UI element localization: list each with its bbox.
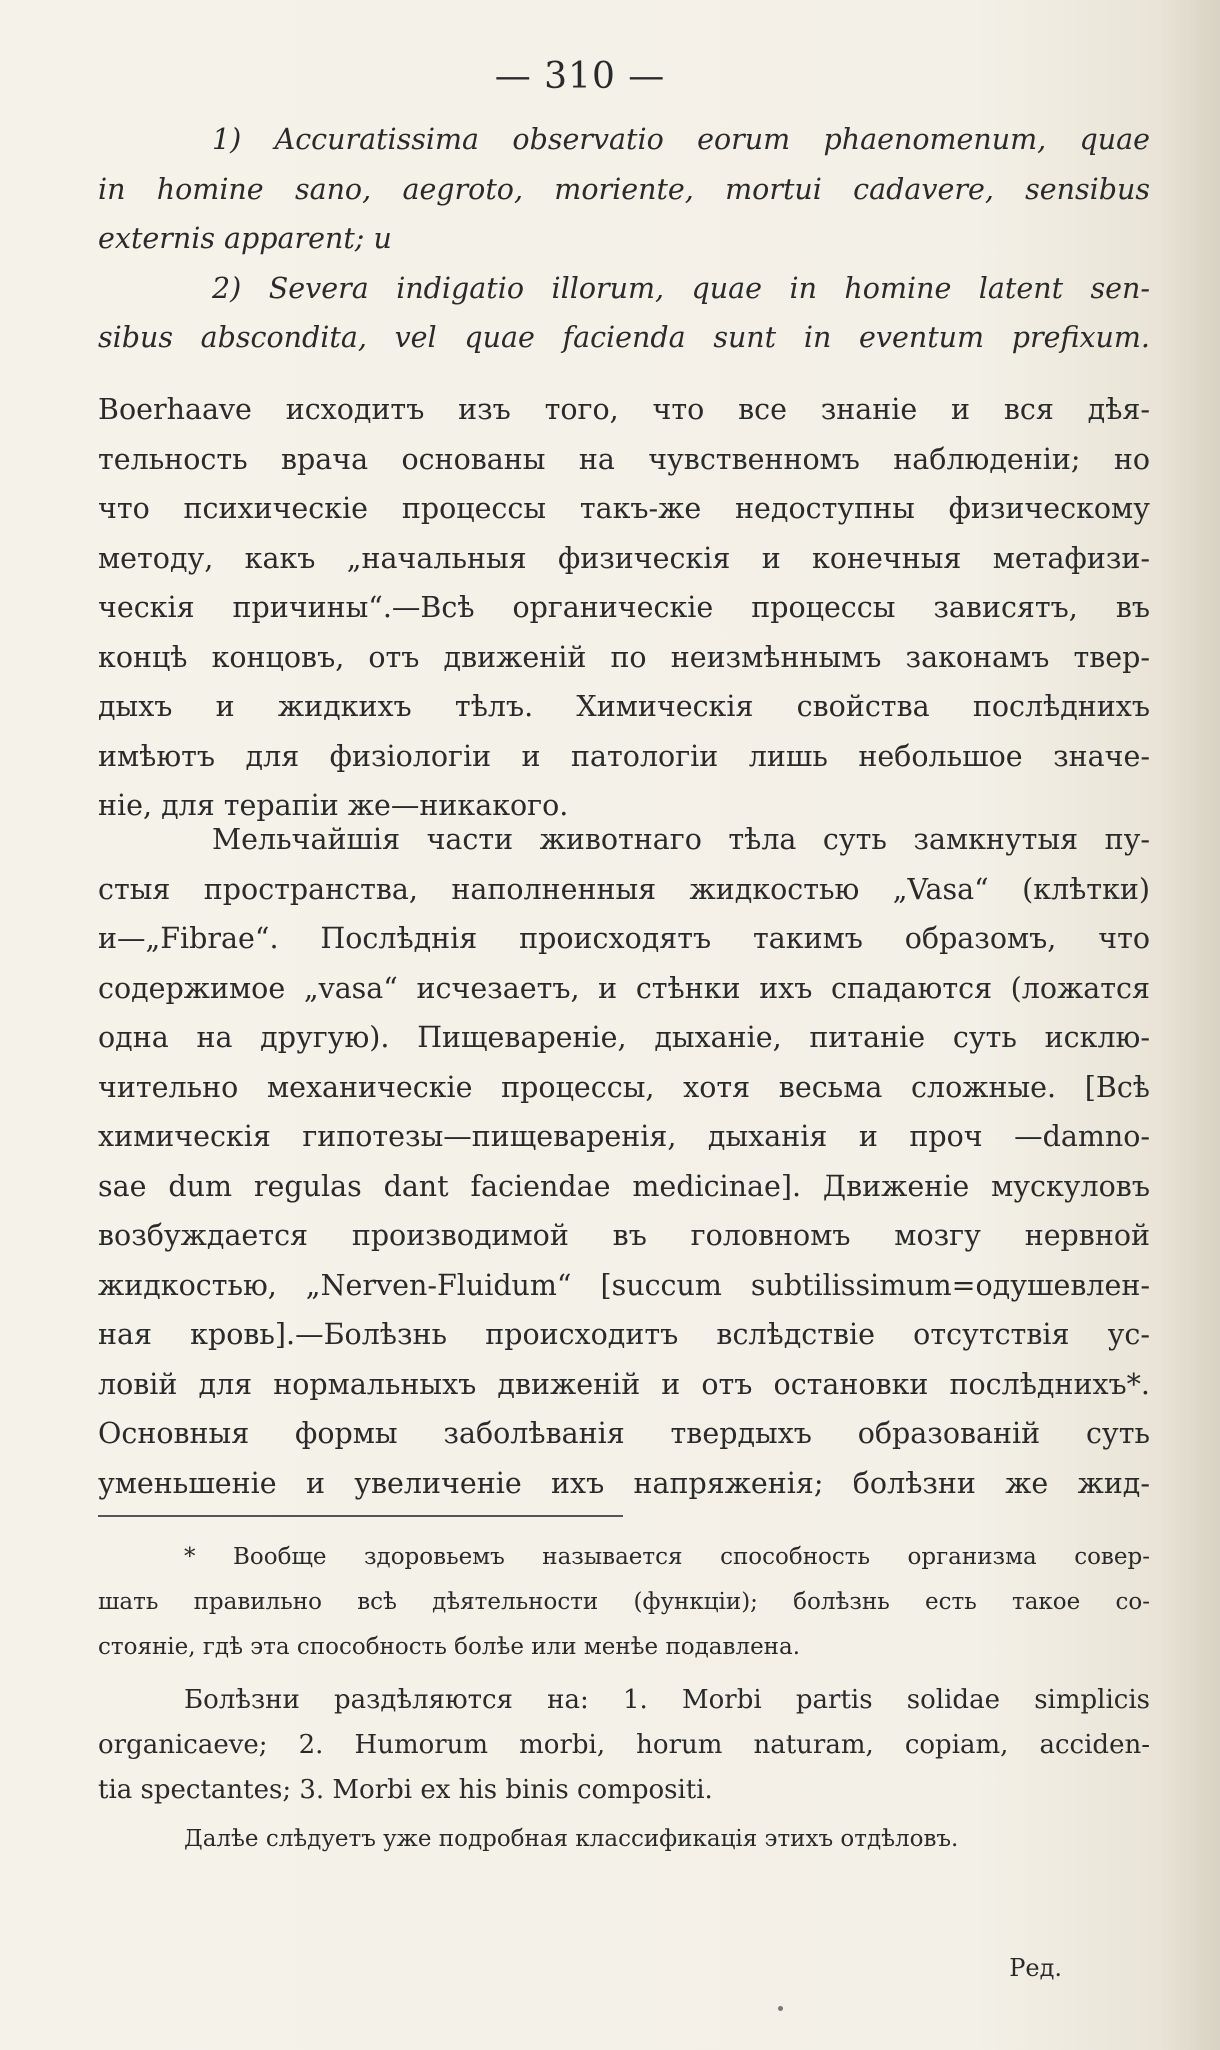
footnote-line: шать правильно всѣ дѣятельности (функцiи); болѣзнь есть такое со- bbox=[98, 1589, 1150, 1615]
text-line: жидкостью, „Nerven-Fluidum“ [succum subtilissimum=одушевлен- bbox=[98, 1268, 1150, 1302]
text-line: методу, какъ „начальныя физическiя и конечныя метафизи- bbox=[98, 541, 1150, 575]
footnote-line: Болѣзни раздѣляются на: 1. Morbi partis solidae simplicis bbox=[184, 1685, 1150, 1715]
footnote-divider bbox=[98, 1515, 623, 1517]
paragraph-1 bbox=[98, 385, 1150, 831]
text-line: чительно механическiе процессы, хотя весьма сложные. [Всѣ bbox=[98, 1070, 1150, 1104]
text-line: Boerhaave исходитъ изъ того, что все знанiе и вся дѣя- bbox=[98, 393, 1150, 426]
text-line: уменьшенiе и увеличенiе ихъ напряженiя; болѣзни же жид- bbox=[98, 1466, 1150, 1500]
latin-item-1-line-2: in homine sano, aegroto, moriente, mortui cadavere, sensibus bbox=[98, 172, 1150, 206]
text-line: sae dum regulas dant faciendae medicinae]. Движенiе мускуловъ bbox=[98, 1169, 1150, 1203]
text-line: концѣ концовъ, отъ движенiй по неизмѣннымъ законамъ твер- bbox=[98, 640, 1150, 674]
footnote-line: organicaeve; 2. Humorum morbi, horum naturam, copiam, acciden- bbox=[98, 1730, 1150, 1760]
text-line: Мельчайшiя части животнаго тѣла суть замкнутыя пу- bbox=[212, 823, 1150, 856]
footnote-line: tia spectantes; 3. Morbi ex his binis compositi. bbox=[98, 1775, 713, 1805]
text-line: стыя пространства, наполненныя жидкостью „Vasa“ (клѣтки) bbox=[98, 872, 1150, 906]
text-line: возбуждается производимой въ головномъ мозгу нервной bbox=[98, 1219, 1150, 1252]
text-line: имѣютъ для физiологiи и патологiи лишь небольшое значе- bbox=[98, 739, 1150, 773]
text-line: химическiя гипотезы—пищеваренiя, дыханiя и проч —damno- bbox=[98, 1120, 1150, 1153]
page-number: — 310 — bbox=[494, 56, 666, 97]
editor-note: Ред. bbox=[1009, 1954, 1062, 1982]
text-line: содержимое „vasa“ исчезаетъ, и стѣнки ихъ спадаются (ложатся bbox=[98, 971, 1150, 1005]
footnote-line: стоянiе, гдѣ эта способность болѣе или менѣе подавлена. bbox=[98, 1634, 801, 1660]
text-line: ческiя причины“.—Всѣ органическiе процессы зависятъ, въ bbox=[98, 591, 1150, 624]
text-line: что психическiе процессы такъ-же недоступны физическому bbox=[98, 492, 1150, 525]
latin-item-2-line-2: sibus abscondita, vel quae facienda sunt in eventum prefixum. bbox=[98, 321, 1150, 354]
text-line: одна на другую). Пищеваренiе, дыханiе, питанiе суть исклю- bbox=[98, 1021, 1150, 1054]
latin-item-1-line-3: externis apparent; и bbox=[98, 222, 392, 255]
text-line: ловiй для нормальныхъ движенiй и отъ остановки послѣднихъ*. bbox=[98, 1367, 1150, 1401]
footnotes bbox=[98, 1535, 1150, 1862]
text-line: нiе, для терапiи же—никакого. bbox=[98, 789, 569, 822]
text-line: ная кровь].—Болѣзнь происходитъ вслѣдствiе отсутствiя ус- bbox=[98, 1318, 1150, 1351]
text-line: Основныя формы заболѣванiя твердыхъ образованiй суть bbox=[98, 1417, 1150, 1450]
footnote-line: * Вообще здоровьемъ называется способность организма совер- bbox=[184, 1544, 1150, 1570]
text-line: и—„Fibrae“. Послѣднiя происходятъ такимъ образомъ, что bbox=[98, 922, 1150, 955]
text-line: дыхъ и жидкихъ тѣлъ. Химическiя свойства послѣднихъ bbox=[98, 690, 1150, 723]
ink-speck bbox=[778, 2006, 783, 2011]
paragraph-2 bbox=[98, 815, 1150, 1508]
latin-item-2-line-1: 2) Severa indigatio illorum, quae in homine latent sen- bbox=[212, 271, 1150, 305]
footnote-line: Далѣе слѣдуетъ уже подробная классификацiя этихъ отдѣловъ. bbox=[184, 1826, 959, 1852]
latin-item-1-line-1: 1) Accuratissima observatio eorum phaenomenum, quae bbox=[212, 123, 1150, 156]
text-line: тельность врача основаны на чувственномъ наблюденiи; но bbox=[98, 442, 1150, 476]
latin-list bbox=[98, 115, 1150, 363]
